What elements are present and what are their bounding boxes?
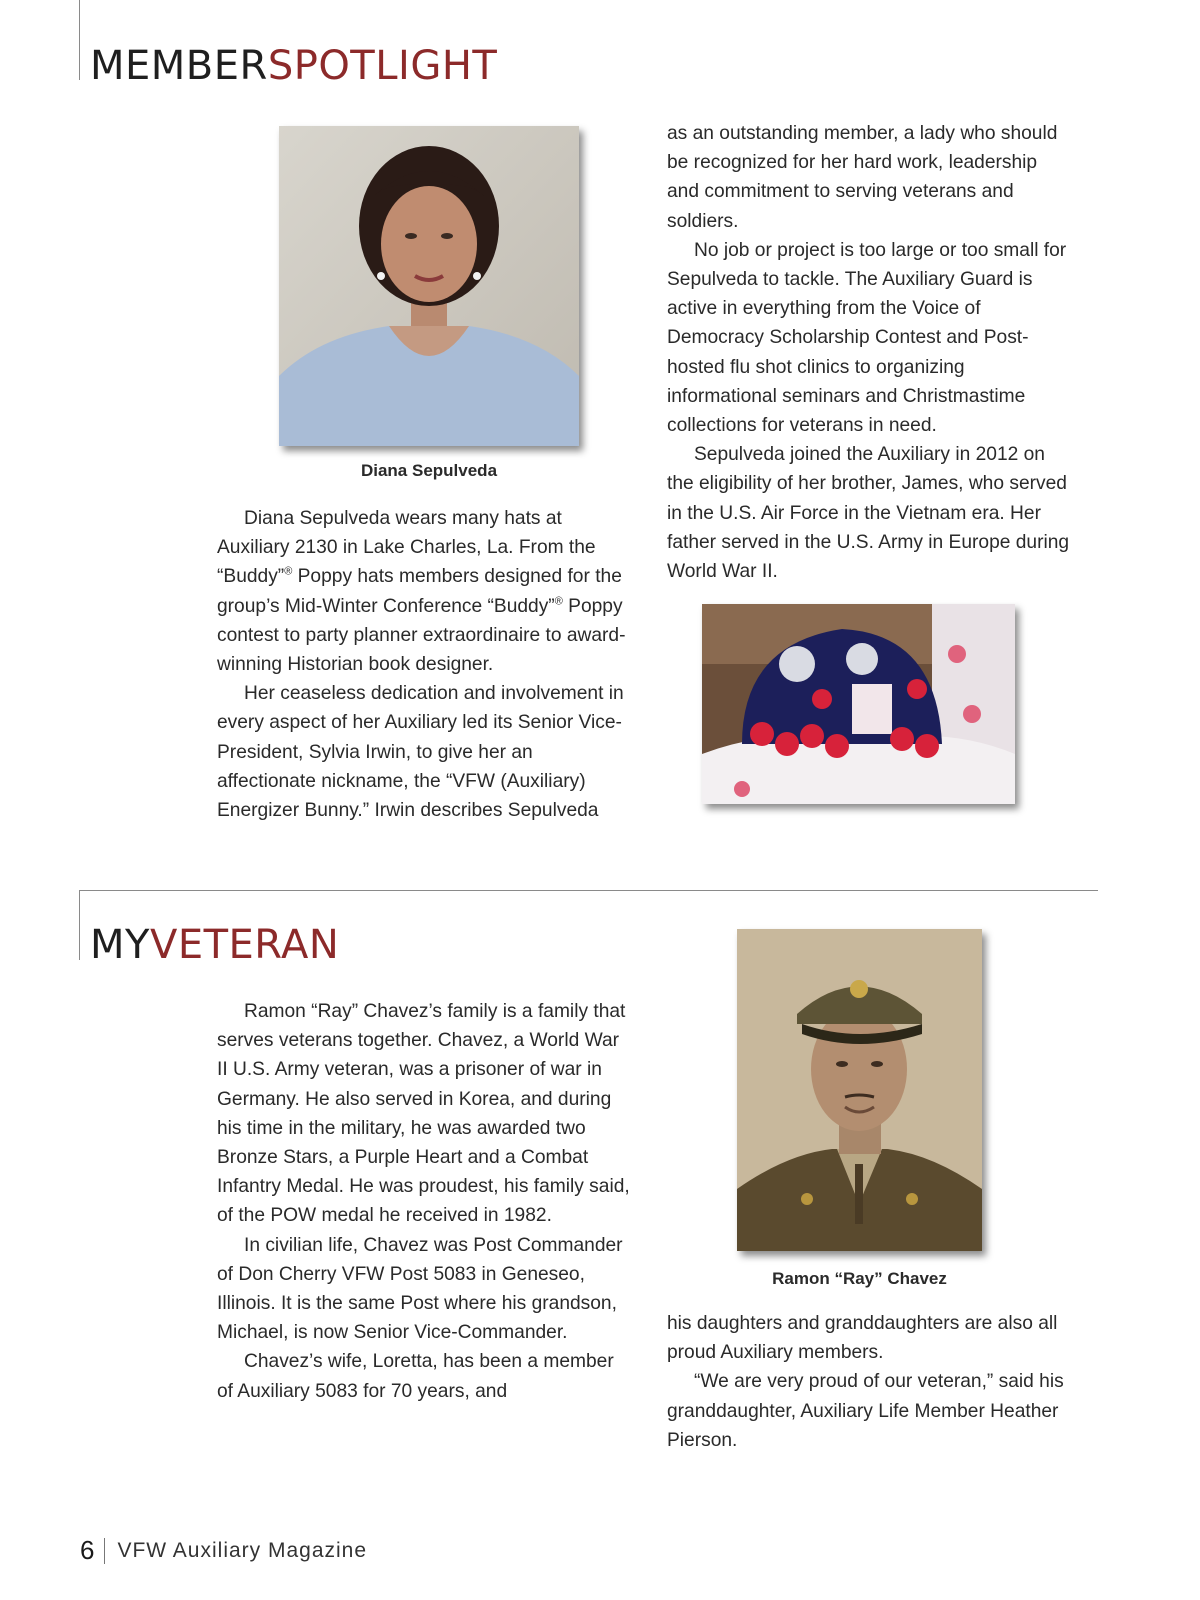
veteran-title-part1: MY [90, 922, 150, 968]
spotlight-column-2 [667, 119, 1072, 586]
veteran-col1-paragraph-2: In civilian life, Chavez was Post Commander of Don Cherry VFW Post 5083 in Geneseo, Illinois. It is the same Post where his grandson, Michael, is now Senior Vice-Commander. [217, 1234, 623, 1344]
spotlight-photo-caption: Diana Sepulveda [360, 461, 498, 480]
spotlight-col1-text-a: Diana Sepulveda wears many hats at Auxiliary 2130 in Lake Charles, La. From the “Buddy” [217, 508, 596, 588]
veteran-title-part2: VETERAN [149, 922, 340, 968]
veteran-col2-paragraph-1: his daughters and granddaughters are also all proud Auxiliary members. [667, 1313, 1058, 1364]
spotlight-column-1 [217, 504, 635, 825]
veteran-rule-horizontal [79, 890, 1098, 891]
page-number: 6 [80, 1535, 95, 1565]
veteran-col1-paragraph-1: Ramon “Ray” Chavez’s family is a family that serves veterans together. Chavez, a World War II U.S. Army veteran, was a prisoner of war in Germany. He also served in Korea, and during his time in the military, he was awarded two Bronze Stars, a Purple Heart and a Combat Infantry Medal. He was proudest, his family said, of the POW medal he received in 1982. [217, 1001, 630, 1227]
diana-sepulveda-photo [279, 126, 579, 446]
veteran-col2-paragraph-2: “We are very proud of our veteran,” said his granddaughter, Auxiliary Life Member Heather Pierson. [667, 1371, 1064, 1451]
veteran-title [90, 922, 340, 968]
spotlight-col1-text-b: Poppy hats members designed for the group’s Mid-Winter Conference “Buddy” [217, 566, 622, 617]
veteran-photo-caption: Ramon “Ray” Chavez [772, 1269, 947, 1288]
spotlight-col2-paragraph-3: Sepulveda joined the Auxiliary in 2012 on the eligibility of her brother, James, who served in the U.S. Air Force in the Vietnam era. Her father served in the U.S. Army in Europe during World War II. [667, 444, 1070, 583]
spotlight-col1-text-c: Poppy contest to party planner extraordinaire to award-winning Historian book designer. [217, 595, 626, 676]
spotlight-col2-paragraph-1: as an outstanding member, a lady who should be recognized for her hard work, leadership and commitment to serving veterans and soldiers. [667, 123, 1058, 232]
registered-mark: ® [284, 566, 293, 579]
poppy-hat-photo [702, 604, 1015, 804]
veteran-column-1 [217, 997, 635, 1406]
spotlight-col1-paragraph-1 [217, 504, 635, 679]
veteran-rule-vertical [79, 890, 80, 960]
spotlight-rule [79, 0, 80, 80]
footer-divider [104, 1538, 105, 1564]
spotlight-col1-paragraph-2: Her ceaseless dedication and involvement in every aspect of her Auxiliary led its Senior Vice-President, Sylvia Irwin, to give her an affectionate nickname, the “VFW (Auxiliary) Energizer Bunny.” Irwin describes Sepulveda [217, 683, 624, 822]
magazine-name: VFW Auxiliary Magazine [117, 1538, 368, 1562]
ramon-chavez-photo [737, 929, 982, 1251]
spotlight-title-part1: MEMBER [90, 43, 268, 89]
page-footer [80, 1535, 367, 1566]
veteran-column-2 [667, 1309, 1072, 1455]
spotlight-title-part2: SPOTLIGHT [267, 43, 498, 89]
spotlight-col2-paragraph-2: No job or project is too large or too small for Sepulveda to tackle. The Auxiliary Guard is active in everything from the Voice of Democracy Scholarship Contest and Post-hosted flu shot clinics to organizing informational seminars and Christmastime collections for veterans in need. [667, 239, 1067, 437]
spotlight-title [90, 43, 498, 89]
registered-mark: ® [554, 595, 563, 608]
veteran-col1-paragraph-3: Chavez’s wife, Loretta, has been a member of Auxiliary 5083 for 70 years, and [217, 1351, 614, 1402]
